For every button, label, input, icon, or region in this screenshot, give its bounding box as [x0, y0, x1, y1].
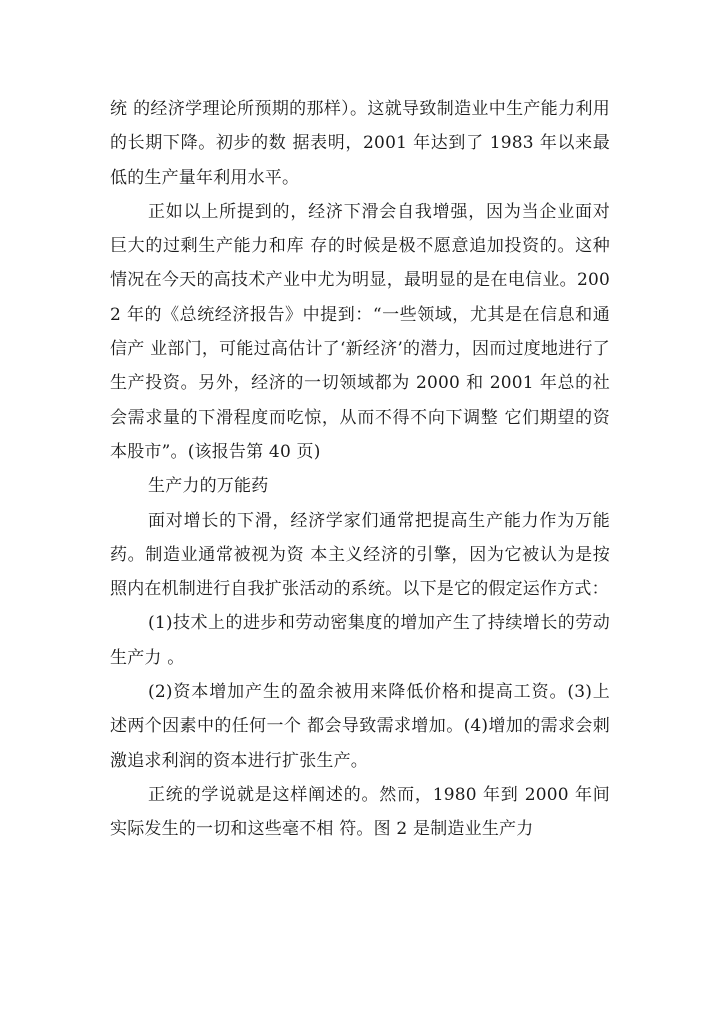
list-item-2-4: (2)资本增加产生的盈余被用来降低价格和提高工资。(3)上述两个因素中的任何一个 都会导致需求增加。(4)增加的需求会刺激追求利润的资本进行扩张生产。 [110, 682, 610, 771]
paragraph-economic-downturn: 正如以上所提到的，经济下滑会自我增强，因为当企业面对巨大的过剩生产能力和库 存的时候是极不愿意追加投资的。这种情况在今天的高技术产业中尤为明显，最明显的是在电信业。2002 年的《总统经济报告》中提到：“一些领域，尤其是在信息和通信产 业部门，可能过高估计了‘新经济’的潜力，因而过度地进行了生产投资。另外，经济的一切领域都为 2000 和 2001 年总的社会需求量的下滑程度而吃惊，从而不得不向下调整 它们期望的资本股市”。(该报告第 40 页) [110, 201, 610, 462]
document-page [110, 92, 610, 847]
section-heading-productivity-panacea: 生产力的万能药 [148, 476, 269, 497]
list-item-1: (1)技术上的进步和劳动密集度的增加产生了持续增长的劳动生产力 。 [110, 613, 610, 668]
paragraph-productivity-intro: 面对增长的下滑，经济学家们通常把提高生产能力作为万能药。制造业通常被视为资 本主义经济的引擎，因为它被认为是按照内在机制进行自我扩张活动的系统。以下是它的假定运作方式： [110, 510, 610, 600]
paragraph-continuation: 统 的经济学理论所预期的那样）。这就导致制造业中生产能力利用的长期下降。初步的数 据表明，2001 年达到了 1983 年以来最低的生产量年利用水平。 [110, 99, 610, 188]
paragraph-orthodox-doctrine: 正统的学说就是这样阐述的。然而，1980 年到 2000 年间实际发生的一切和这些毫不相 符。图 2 是制造业生产力 [110, 784, 610, 840]
